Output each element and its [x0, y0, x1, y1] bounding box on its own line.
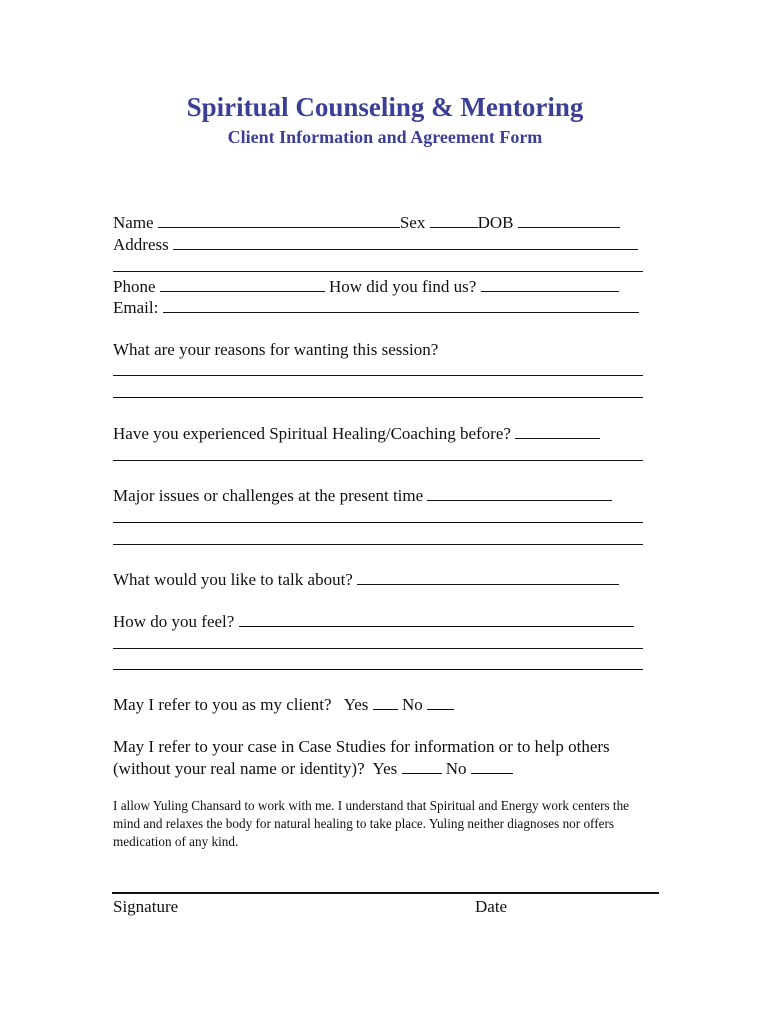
address-line-2[interactable] [113, 271, 643, 272]
dob-label: DOB [477, 213, 514, 232]
talk-about-field[interactable] [357, 569, 619, 585]
email-field[interactable] [163, 297, 639, 313]
experienced-row [113, 423, 645, 444]
phone-row [113, 276, 645, 297]
experienced-field[interactable] [515, 423, 600, 439]
form-title: Spiritual Counseling & Mentoring [186, 92, 584, 122]
issues-field[interactable] [427, 485, 612, 501]
name-field[interactable] [158, 212, 400, 228]
reasons-answer-line-1[interactable] [113, 375, 643, 376]
refer-client-row [113, 694, 645, 715]
refer-case-no-label: No [445, 759, 467, 778]
form-subtitle: Client Information and Agreement Form [227, 127, 543, 147]
refer-case-yes-field[interactable] [402, 758, 442, 774]
feel-field[interactable] [239, 611, 634, 627]
refer-client-yes-label: Yes [343, 695, 369, 714]
name-row [113, 212, 645, 233]
issues-row [113, 485, 645, 506]
refer-client-no-label: No [401, 695, 423, 714]
issues-answer-line-2[interactable] [113, 544, 643, 545]
address-row [113, 234, 645, 255]
sex-label: Sex [399, 213, 426, 232]
refer-client-yes-field[interactable] [373, 694, 398, 710]
phone-label: Phone [113, 277, 156, 296]
talk-about-question: What would you like to talk about? [113, 570, 353, 589]
feel-answer-line-2[interactable] [113, 669, 643, 670]
sex-field[interactable] [430, 212, 478, 228]
refer-case-row [113, 758, 645, 779]
find-us-field[interactable] [481, 276, 619, 292]
refer-client-question: May I refer to you as my client? [113, 695, 332, 714]
refer-client-no-field[interactable] [427, 694, 454, 710]
refer-case-question-line-2: (without your real name or identity)? [113, 759, 365, 778]
email-row [113, 297, 645, 318]
agreement-text: I allow Yuling Chansard to work with me. I understand that Spiritual and Energy work centers the mind and relaxes the body for natural healing to take place. Yuling neither diagnoses nor offers medication of any kind. [113, 798, 630, 849]
feel-answer-line-1[interactable] [113, 648, 643, 649]
talk-about-row [113, 569, 645, 590]
find-us-label: How did you find us? [329, 277, 477, 296]
issues-answer-line-1[interactable] [113, 522, 643, 523]
signature-line[interactable] [112, 892, 659, 894]
refer-case-no-field[interactable] [471, 758, 513, 774]
email-label: Email: [113, 298, 159, 317]
refer-case-yes-label: Yes [372, 759, 398, 778]
address-label: Address [113, 235, 169, 254]
feel-question: How do you feel? [113, 612, 235, 631]
signature-label: Signature [113, 897, 179, 916]
date-label: Date [475, 897, 508, 916]
issues-question: Major issues or challenges at the present time [113, 486, 424, 505]
dob-field[interactable] [518, 212, 620, 228]
refer-case-question-line-1: May I refer to your case in Case Studies for information or to help others [113, 737, 610, 756]
experienced-answer-line[interactable] [113, 460, 643, 461]
reasons-question: What are your reasons for wanting this session? [113, 340, 439, 359]
name-label: Name [113, 213, 154, 232]
address-field[interactable] [173, 234, 638, 250]
feel-row [113, 611, 645, 632]
experienced-question: Have you experienced Spiritual Healing/Coaching before? [113, 424, 511, 443]
reasons-answer-line-2[interactable] [113, 397, 643, 398]
phone-field[interactable] [160, 276, 325, 292]
